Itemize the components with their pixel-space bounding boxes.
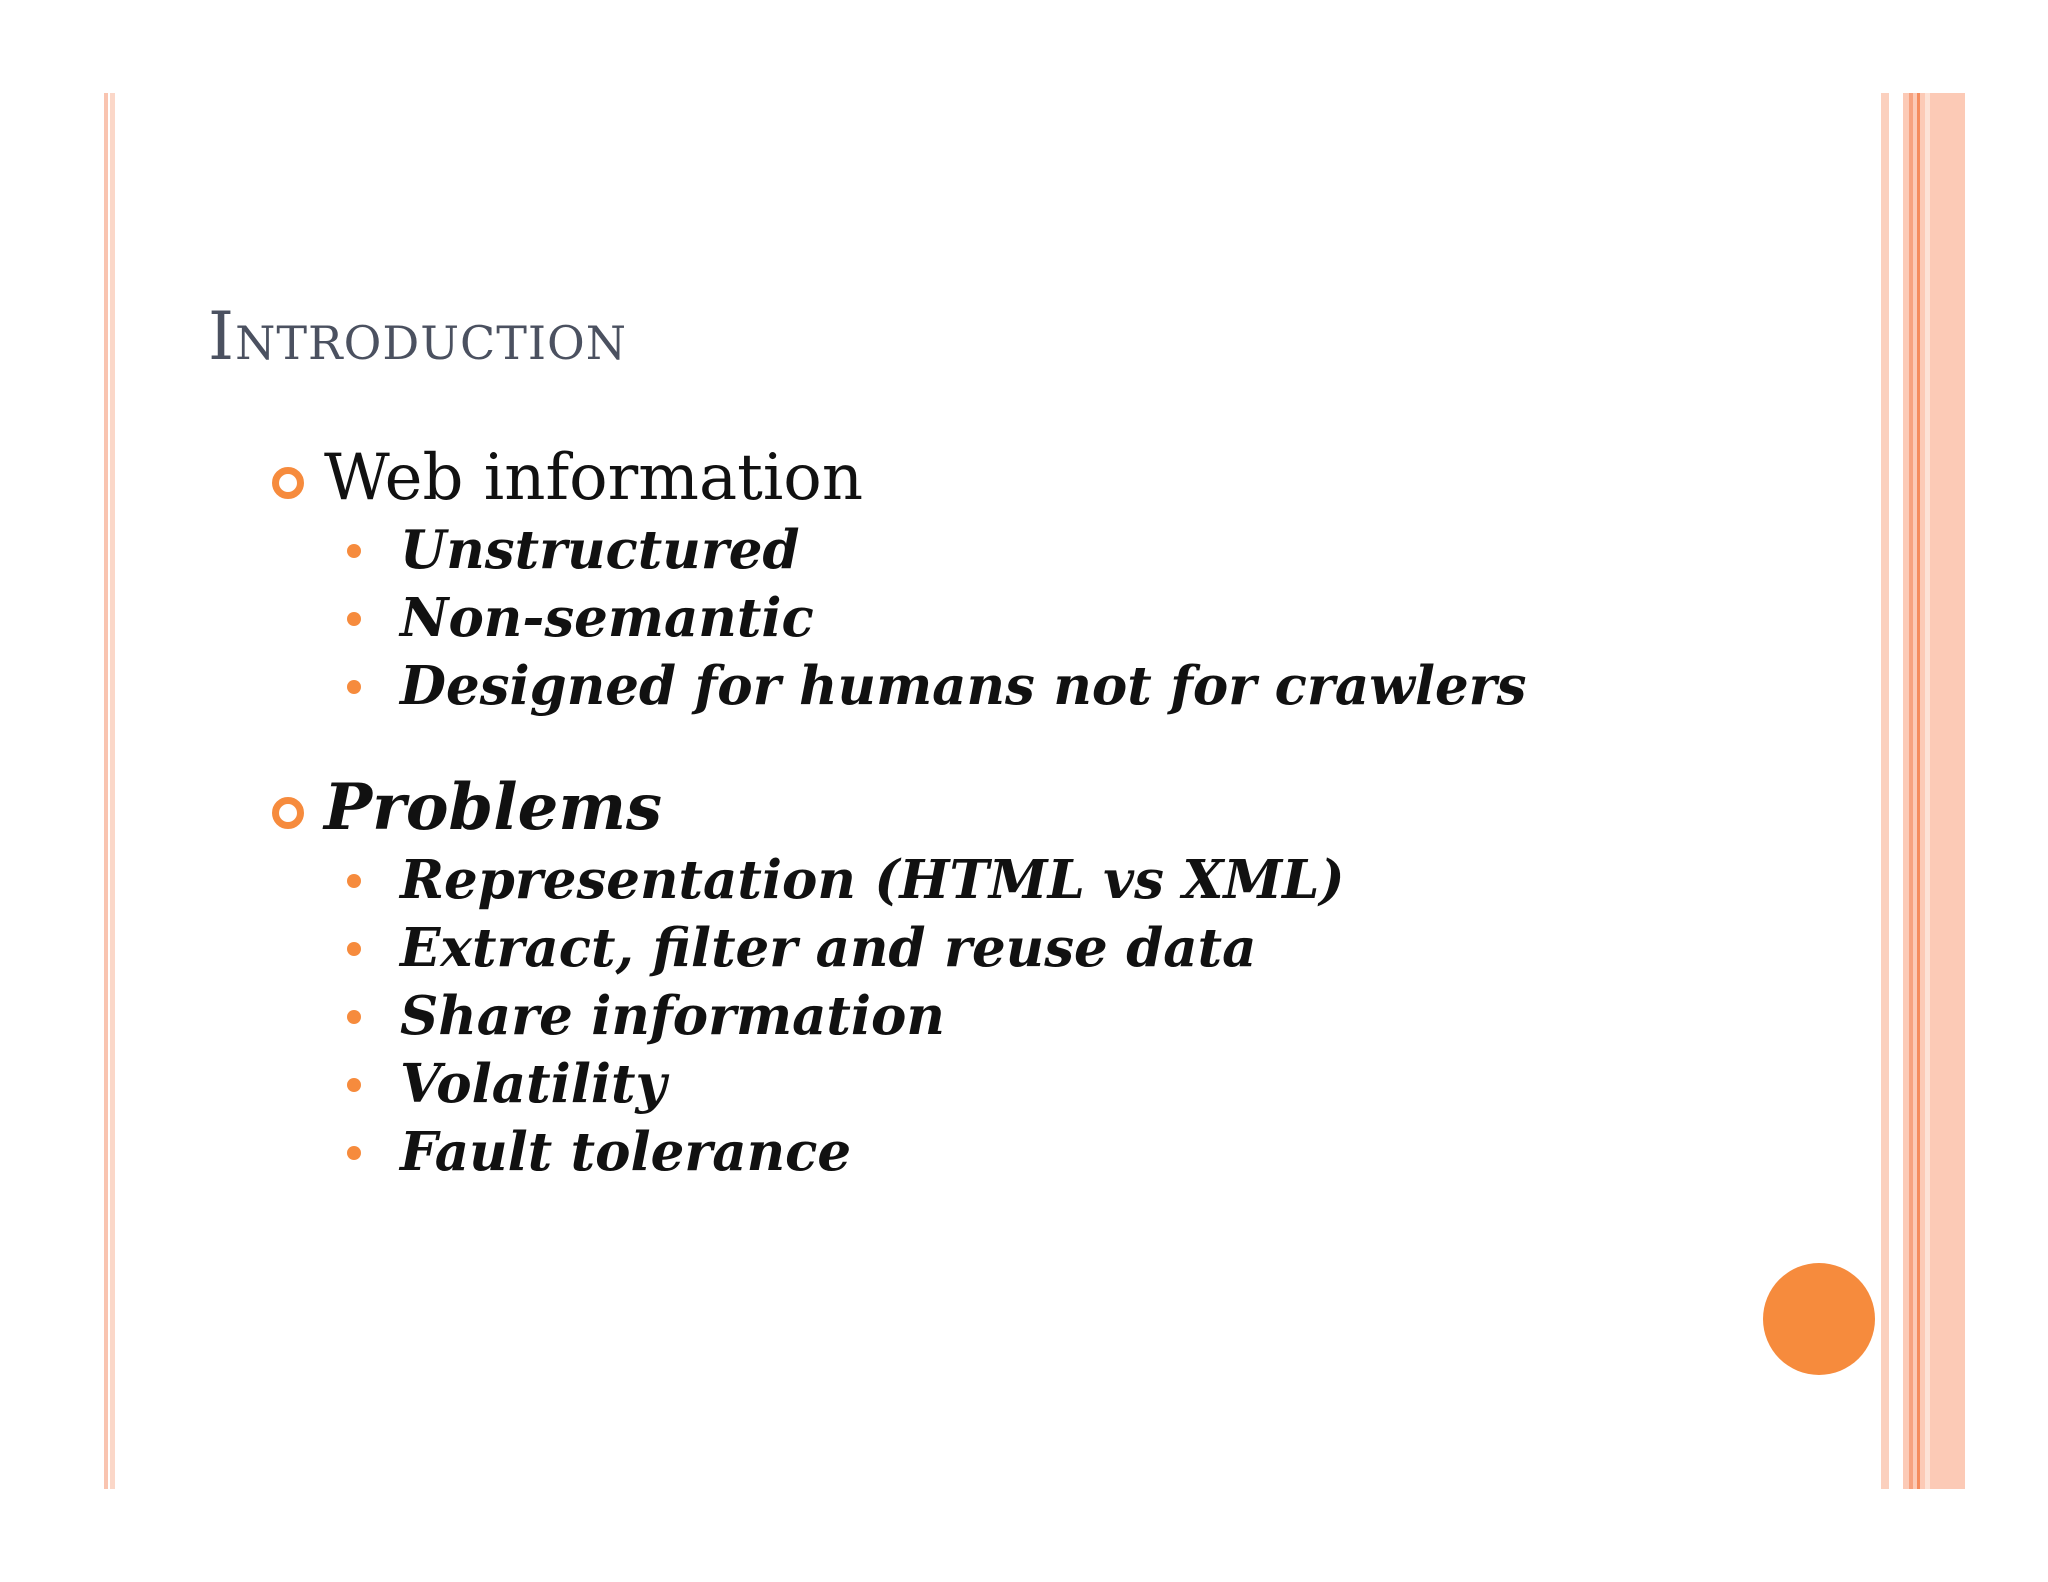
left-border-line xyxy=(110,93,115,1489)
slide-content xyxy=(268,440,1828,1236)
list-item-text: Fault tolerance xyxy=(400,1121,852,1183)
list-item-text: Share information xyxy=(400,985,945,1047)
section-problems xyxy=(268,770,1828,1186)
list-item xyxy=(268,846,1828,914)
list-item-text: Non-semantic xyxy=(400,587,814,649)
list-item xyxy=(268,584,1828,652)
dot-bullet-icon xyxy=(347,612,361,626)
slide-title: Introduction xyxy=(208,298,628,375)
right-border-line xyxy=(1909,93,1913,1489)
list-item xyxy=(268,652,1828,720)
left-border-line xyxy=(104,93,108,1489)
section-web-information xyxy=(268,440,1828,720)
right-border-line xyxy=(1917,93,1920,1489)
dot-bullet-icon xyxy=(347,1010,361,1024)
ring-bullet-icon xyxy=(272,467,304,499)
section-heading-text: Problems xyxy=(324,770,663,845)
section-heading xyxy=(268,440,1828,516)
dot-bullet-icon xyxy=(347,942,361,956)
dot-bullet-icon xyxy=(347,1078,361,1092)
dot-bullet-icon xyxy=(347,544,361,558)
list-item-text: Extract, filter and reuse data xyxy=(400,917,1257,979)
orange-circle-decoration xyxy=(1763,1263,1875,1375)
dot-bullet-icon xyxy=(347,1146,361,1160)
ring-bullet-icon xyxy=(272,797,304,829)
right-border-line xyxy=(1925,93,1930,1489)
list-item xyxy=(268,516,1828,584)
list-item-text: Unstructured xyxy=(400,519,800,581)
list-item-text: Designed for humans not for crawlers xyxy=(400,655,1527,717)
list-item xyxy=(268,1118,1828,1186)
section-heading-text: Web information xyxy=(324,441,864,515)
list-item-text: Representation (HTML vs XML) xyxy=(400,849,1345,911)
list-item xyxy=(268,914,1828,982)
dot-bullet-icon xyxy=(347,680,361,694)
list-item xyxy=(268,1050,1828,1118)
right-border-line xyxy=(1881,93,1889,1489)
section-heading xyxy=(268,770,1828,846)
dot-bullet-icon xyxy=(347,874,361,888)
list-item xyxy=(268,982,1828,1050)
list-item-text: Volatility xyxy=(400,1053,667,1115)
